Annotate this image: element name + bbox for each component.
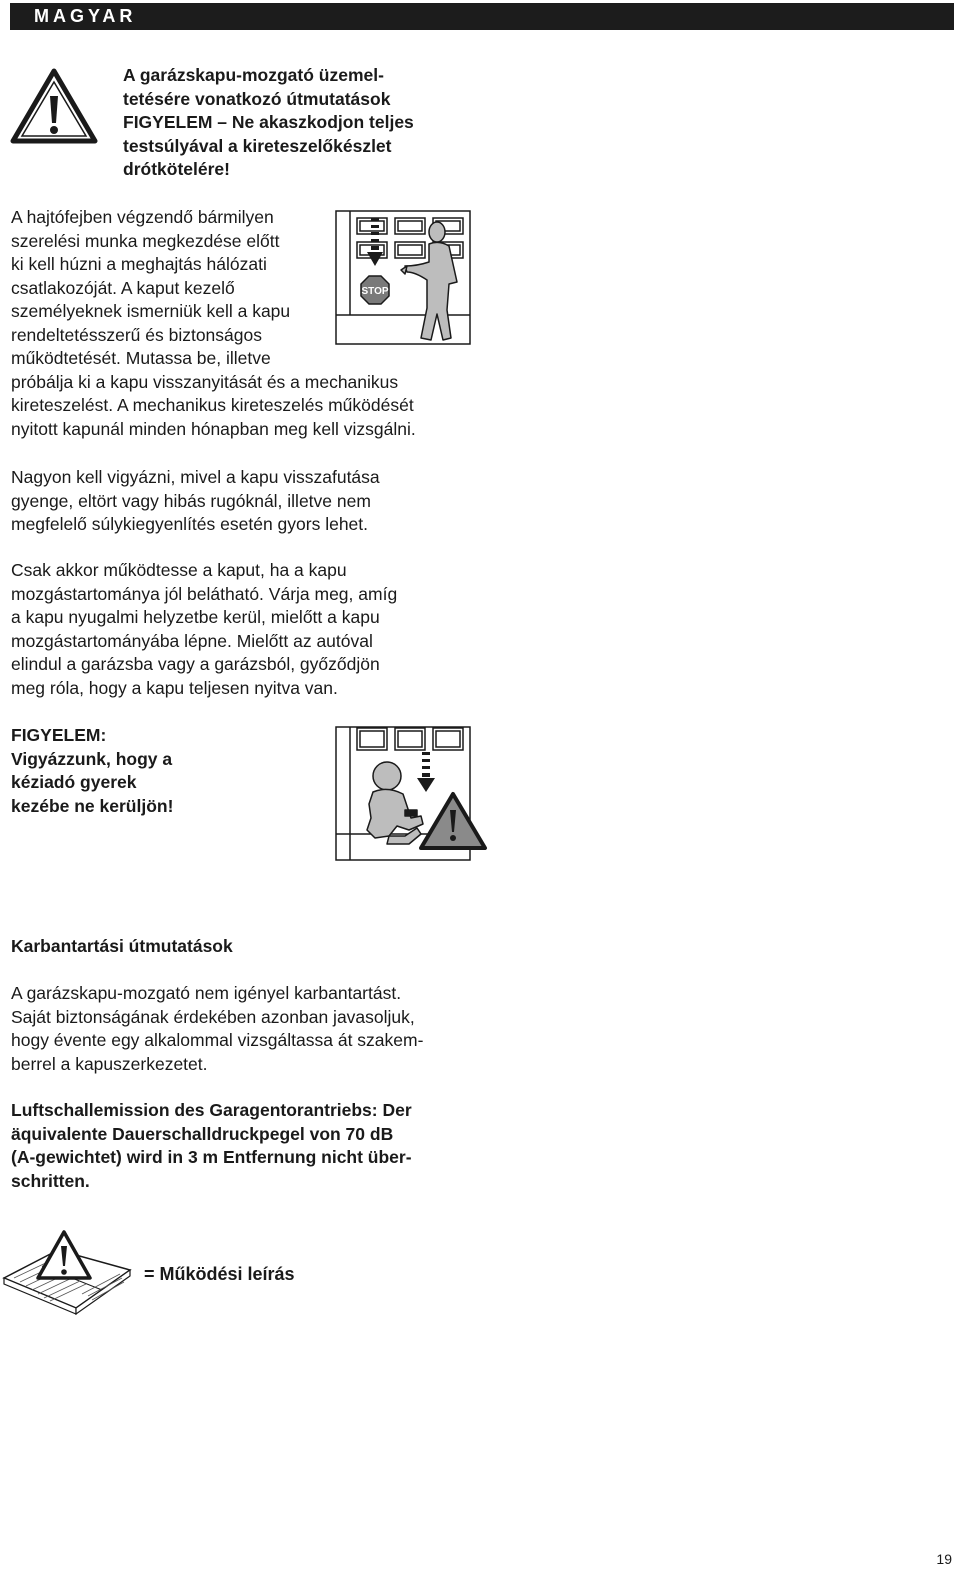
garage-door-stop-illustration <box>335 210 471 345</box>
text-line: A hajtófejben végzendő bármilyen <box>11 207 274 227</box>
language-label: MAGYAR <box>34 6 137 26</box>
warning-title-line: testsúlyával a kireteszelőkészlet <box>123 135 392 156</box>
text-line: személyeknek ismerniük kell a kapu <box>11 301 291 321</box>
text-line: kezébe ne kerüljön! <box>11 795 174 816</box>
safety-paragraph-2 <box>11 466 380 537</box>
text-line: próbálja ki a kapu visszanyitását és a mechanikus <box>11 371 399 392</box>
text-line: nyitott kapunál minden hónapban meg kell vizsgálni. <box>11 418 416 439</box>
text-line: (A-gewichtet) wird in 3 m Entfernung nicht über- <box>11 1147 412 1167</box>
text-line: csatlakozóját. A kaput kezelő <box>11 277 235 298</box>
page-number: 19 <box>936 1551 952 1567</box>
warning-title <box>123 64 414 182</box>
text-line: megfelelő súlykiegyenlítés esetén gyors lehet. <box>11 514 369 534</box>
text-line: Vigyázzunk, hogy a <box>11 748 173 769</box>
child-warning <box>11 724 173 818</box>
text-line: äquivalente Dauerschalldruckpegel von 70 dB <box>11 1123 394 1144</box>
text-line: A garázskapu-mozgató nem igényel karbantartást. <box>11 983 402 1003</box>
text-line: Saját biztonságának érdekében azonban javasoljuk, <box>11 1006 415 1027</box>
warning-title-line: FIGYELEM – Ne akaszkodjon teljes <box>123 112 414 132</box>
text-line: rendeltetésszerű és biztonságos <box>11 324 262 345</box>
text-line: FIGYELEM: <box>11 725 107 745</box>
text-line: hogy évente egy alkalommal vizsgáltassa át szakem- <box>11 1030 424 1050</box>
text-line: mozgástartománya jól belátható. Várja meg, amíg <box>11 583 398 604</box>
text-line: Luftschallemission des Garagentorantriebs: Der <box>11 1100 412 1120</box>
text-line: Nagyon kell vigyázni, mivel a kapu visszafutása <box>11 467 380 487</box>
stop-sign-label: STOP <box>361 286 389 297</box>
manual-reference-label: = Működési leírás <box>144 1264 295 1284</box>
text-line: elindul a garázsba vagy a garázsból, győződjön <box>11 654 380 674</box>
text-line: meg róla, hogy a kapu teljesen nyitva van. <box>11 677 338 698</box>
text-line: mozgástartományába lépne. Mielőtt az autóval <box>11 630 373 651</box>
manual-book-icon <box>2 1228 134 1318</box>
text-line: szerelési munka megkezdése előtt <box>11 230 280 251</box>
child-remote-illustration <box>335 726 491 862</box>
safety-paragraph-3 <box>11 559 397 700</box>
text-line: kireteszelést. A mechanikus kireteszelés működését <box>11 395 414 415</box>
text-line: Csak akkor működtesse a kaput, ha a kapu <box>11 560 347 580</box>
text-line: a kapu nyugalmi helyzetbe kerül, mielőtt a kapu <box>11 607 380 627</box>
maintenance-heading: Karbantartási útmutatások <box>11 936 233 956</box>
maintenance-paragraph <box>11 982 423 1076</box>
text-line: ki kell húzni a meghajtás hálózati <box>11 254 267 274</box>
noise-emission-statement <box>11 1099 412 1193</box>
text-line: kéziadó gyerek <box>11 772 137 792</box>
text-line: gyenge, eltört vagy hibás rugóknál, illetve nem <box>11 490 371 511</box>
warning-title-line: tetésére vonatkozó útmutatások <box>123 88 391 109</box>
language-header-bar <box>10 3 954 30</box>
text-line: berrel a kapuszerkezetet. <box>11 1053 208 1074</box>
text-line: schritten. <box>11 1170 90 1191</box>
warning-triangle-icon <box>10 68 98 144</box>
warning-title-line: A garázskapu-mozgató üzemel- <box>123 65 384 85</box>
text-line: működtetését. Mutassa be, illetve <box>11 348 271 368</box>
warning-title-line: drótkötelére! <box>123 159 230 179</box>
